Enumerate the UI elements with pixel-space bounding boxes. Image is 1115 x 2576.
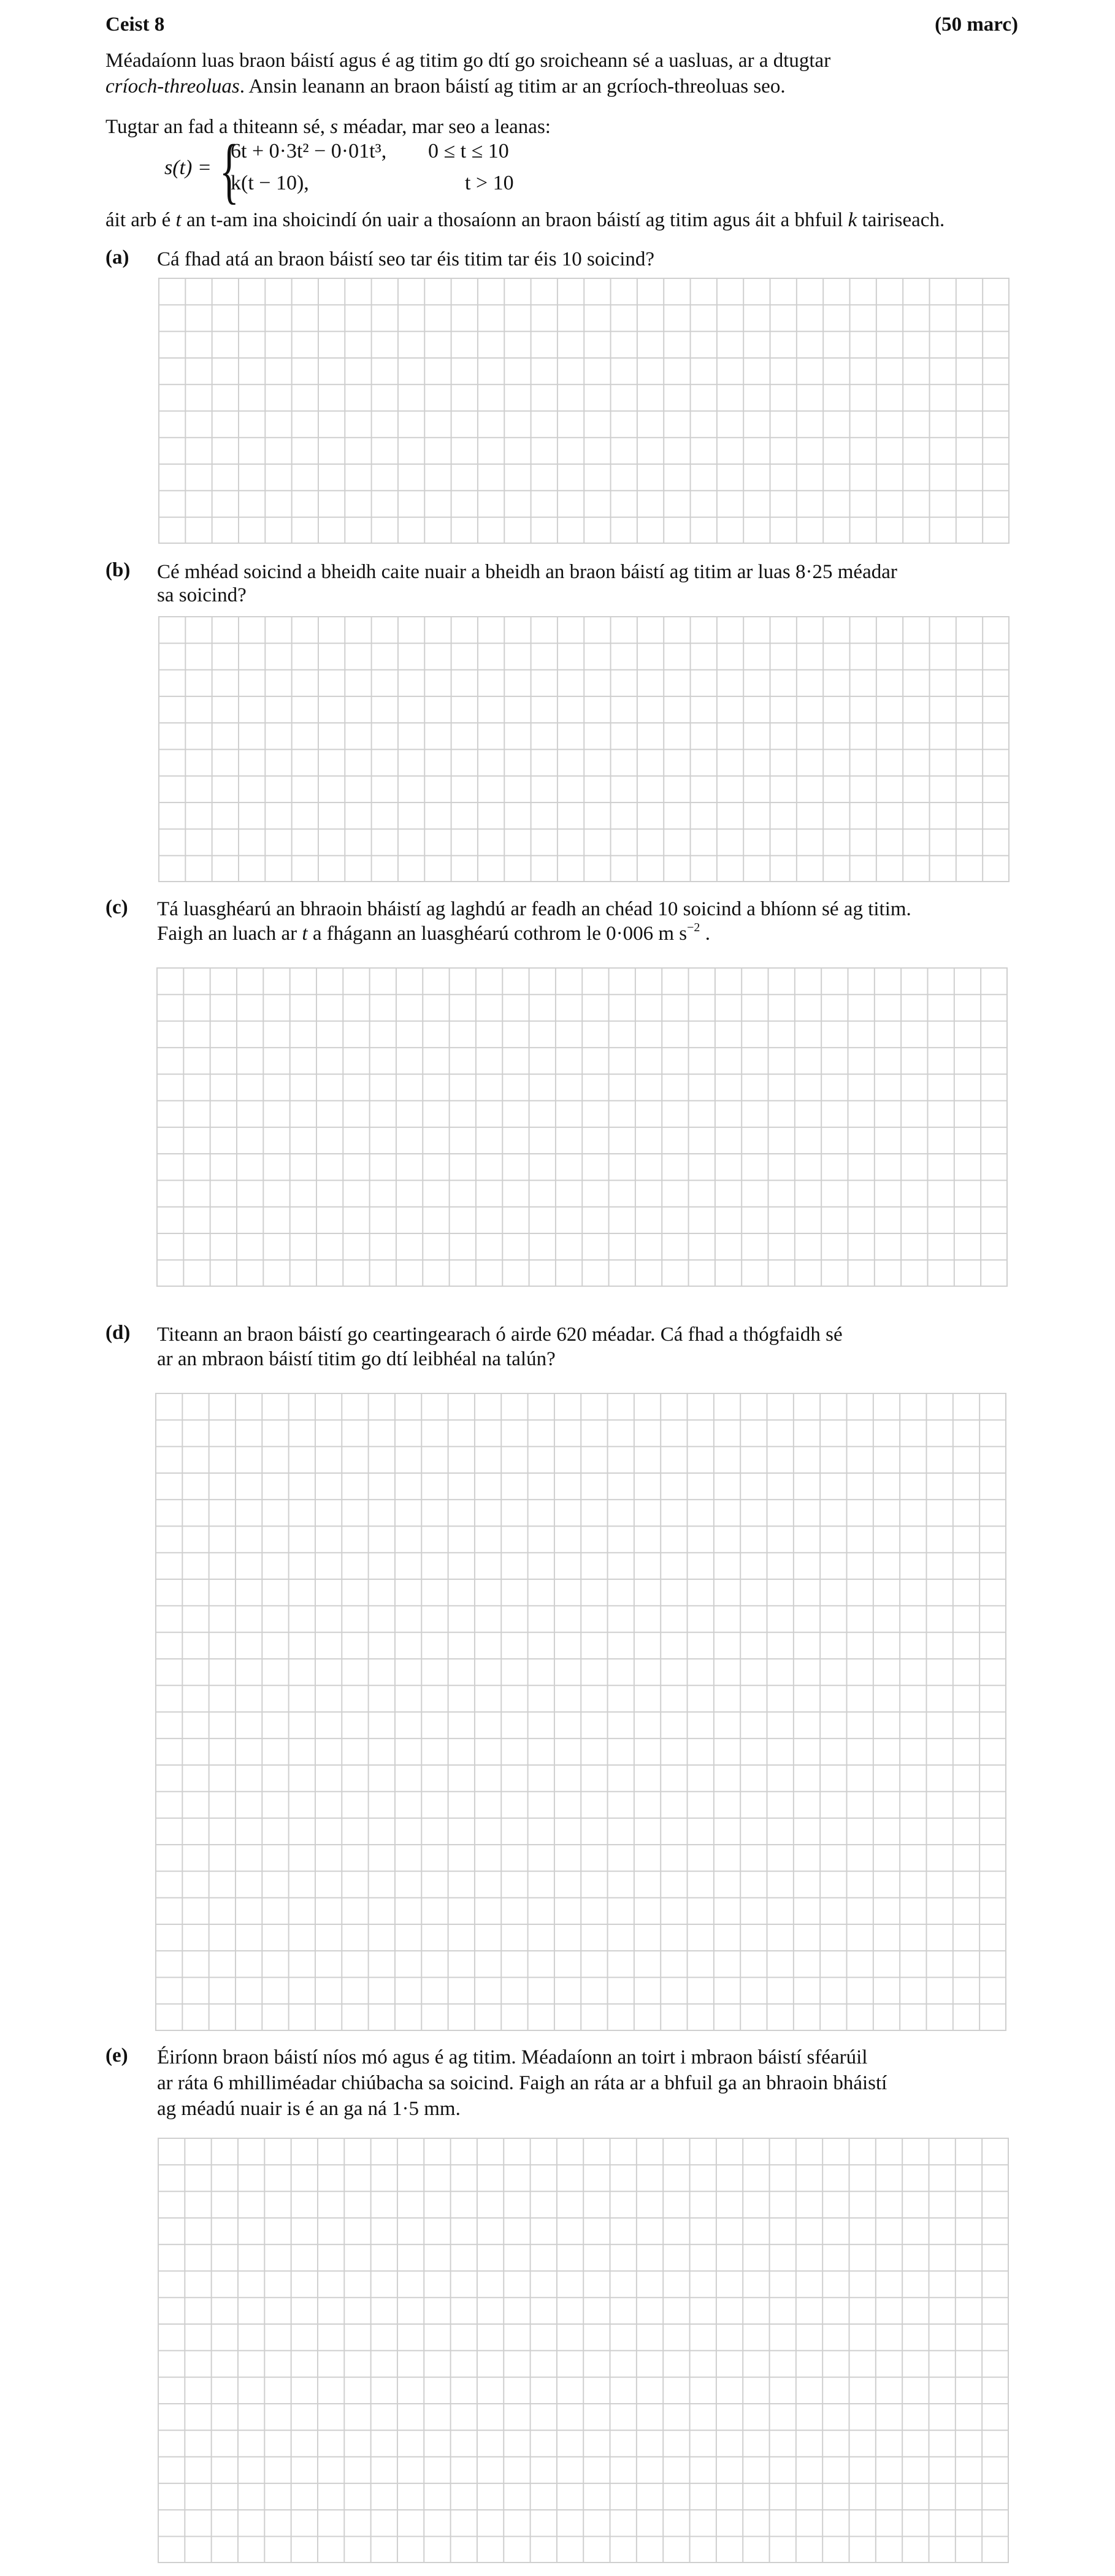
case-2-condition: t > 10 (465, 172, 514, 194)
part-d-question-line-1: Titeann an braon báistí go ceartingearach ó airde 620 méadar. Cá fhad a thógfaidh sé (157, 1324, 843, 1346)
part-e-label: (e) (105, 2044, 128, 2067)
where-mid: an t-am ina shoicindí ón uair a thosaíonn an braon báistí ag titim agus áit a bhfuil (181, 209, 848, 231)
where-statement (105, 207, 944, 233)
intro-line-2-rest: . Ansin leanann an braon báistí ag titim ar an gcríoch-threoluas seo. (239, 75, 786, 97)
part-c-label: (c) (105, 896, 128, 918)
var-t: t (302, 923, 308, 945)
case-2-expression: k(t − 10), (231, 172, 309, 194)
left-brace-icon: { (220, 129, 239, 211)
given-suffix: méadar, mar seo a leanas: (338, 116, 551, 138)
question-title: Ceist 8 (105, 13, 165, 36)
intro-line-1: Méadaíonn luas braon báistí agus é ag titim go dtí go sroicheann sé a uasluas, ar a dtugtar (105, 50, 831, 72)
where-prefix: áit arb é (105, 209, 176, 231)
part-a-answer-grid[interactable] (158, 278, 1010, 544)
part-a-question: Cá fhad atá an braon báistí seo tar éis titim tar éis 10 soicind? (157, 248, 655, 270)
part-d-answer-grid[interactable] (155, 1393, 1006, 2031)
var-s: s (330, 116, 339, 138)
given-statement (105, 114, 551, 140)
part-c-line2-prefix: Faigh an luach ar (157, 923, 302, 945)
exponent: −2 (687, 921, 700, 934)
marks-label: (50 marc) (935, 13, 1018, 36)
part-e-answer-grid[interactable] (158, 2138, 1009, 2563)
where-suffix: tairiseach. (857, 209, 945, 231)
part-c-answer-grid[interactable] (156, 967, 1008, 1287)
part-c-line2-mid: a fhágann an luasghéarú cothrom le 0·006 m s (307, 923, 688, 945)
part-b-label: (b) (105, 559, 131, 581)
part-c-line2-end: . (700, 923, 710, 945)
part-d-question-line-2: ar an mbraon báistí titim go dtí leibhéal na talún? (157, 1348, 556, 1370)
part-b-answer-grid[interactable] (158, 616, 1010, 882)
part-b-question-line-2: sa soicind? (157, 584, 247, 606)
case-1-condition: 0 ≤ t ≤ 10 (428, 140, 509, 162)
part-e-question-line-3: ag méadú nuair is é an ga ná 1·5 mm. (157, 2098, 461, 2120)
part-e-question-line-1: Éiríonn braon báistí níos mó agus é ag titim. Méadaíonn an toirt i mbraon báistí sféarúil (157, 2046, 868, 2068)
var-t: t (175, 209, 182, 231)
term-terminal-velocity: críoch-threoluas (105, 75, 240, 97)
case-1-expression: 6t + 0·3t² − 0·01t³, (231, 140, 387, 162)
part-c-question-line-2 (157, 921, 710, 947)
part-c-question-line-1: Tá luasghéarú an bhraoin bháistí ag laghdú ar feadh an chéad 10 soicind a bhíonn sé ag titim. (157, 898, 911, 920)
formula-lhs: s(t) = (164, 156, 212, 179)
part-b-question-line-1: Cé mhéad soicind a bheidh caite nuair a bheidh an braon báistí ag titim ar luas 8·25 méadar (157, 561, 897, 583)
part-e-question-line-2: ar ráta 6 mhilliméadar chiúbacha sa soicind. Faigh an ráta ar a bhfuil ga an bhraoin bháistí (157, 2072, 887, 2094)
part-d-label: (d) (105, 1322, 131, 1344)
var-k: k (848, 209, 857, 231)
part-a-label: (a) (105, 246, 129, 269)
intro-line-2 (105, 74, 786, 99)
given-prefix: Tugtar an fad a thiteann sé, (105, 116, 331, 138)
